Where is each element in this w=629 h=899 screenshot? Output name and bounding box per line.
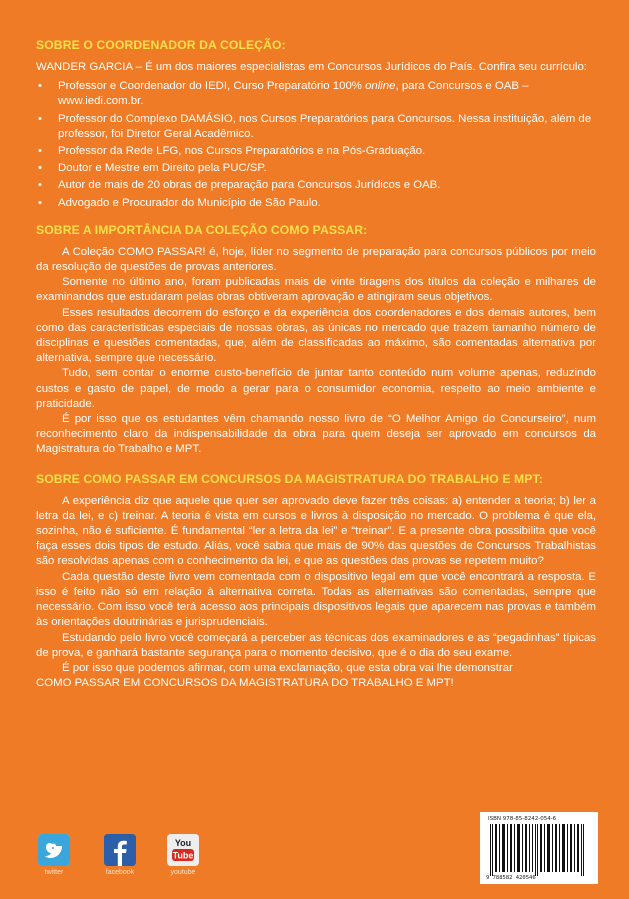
isbn-label: ISBN 978-85-8242-054-6 [488,816,557,822]
section-heading: SOBRE A IMPORTÂNCIA DA COLEÇÃO COMO PASSAR: [36,222,368,237]
isbn-number: 9 788582 420546 [486,875,536,881]
paragraph: Estudando pelo livro você começará a perceber as técnicas dos examinadores e as “pegadinhas” típicas de prova, e ganhará bastante segurança para o momento decisivo, que é o dia do seu exame. [36,631,596,659]
twitter-link[interactable] [32,834,76,876]
facebook-icon [104,834,136,866]
paragraph: Somente no último ano, foram publicadas mais de vinte tiragens dos títulos da coleção e milhares de examinandos que estudaram pelas obras obtiveram aprovação e atingiram seus objetivos. [36,276,596,304]
list-item: • Doutor e Mestre em Direito pela PUC/SP. [38,162,267,175]
section-coordinator [36,38,596,211]
list-item: • Professor da Rede LFG, nos Cursos Preparatórios e na Pós-Graduação. [38,145,426,158]
svg-text:Tube: Tube [172,850,194,861]
coordinator-intro: WANDER GARCIA – É um dos maiores especialistas em Concursos Jurídicos do País. Confira seu currículo: [36,61,587,73]
isbn-barcode [480,812,598,884]
section-heading: SOBRE COMO PASSAR EM CONCURSOS DA MAGISTRATURA DO TRABALHO E MPT: [36,471,543,486]
paragraph: É por isso que podemos afirmar, com uma exclamação, que esta obra vai lhe demonstrar [62,661,513,674]
list-item: • Professor e Coordenador do IEDI, Curso Preparatório 100% online, para Concursos e OAB – www.iedi.com.br. [38,80,529,108]
youtube-link[interactable] [161,834,205,876]
closing-line: COMO PASSAR EM CONCURSOS DA MAGISTRATURA DO TRABALHO E MPT! [36,677,454,690]
paragraph: Tudo, sem contar o enorme custo-benefício de juntar tanto conteúdo num volume apenas, reduzindo custos e gasto de papel, de modo a gerar para o consumidor economia, respeito ao meio ambiente e praticidade. [36,367,596,410]
section-heading: SOBRE O COORDENADOR DA COLEÇÃO: [36,38,286,52]
barcode-icon [480,812,598,884]
list-item: • Autor de mais de 20 obras de preparação para Concursos Jurídicos e OAB. [38,179,441,192]
coordinator-cv-list [36,79,596,211]
list-item: • Advogado e Procurador do Município de São Paulo. [38,196,321,209]
paragraph: A experiência diz que aquele que quer ser aprovado deve fazer três coisas: a) entender a teoria; b) ler a letra da lei, e c) treinar. A teoria é vista em cursos e livros à disposição no mercado. O problema é que ela, sozinha, não é suficiente. É fundamental “ler a letra da lei” e “treinar”. E a presente obra possibilita que você faça esses dois tipos de estudo. Aliás, você sabia que mais de 90% das questões de Concursos Trabalhistas são resolvidas apenas com o conhecimento da lei, e que as questões das provas se repetem muito? [36,494,596,568]
youtube-caption: youtube [170,869,196,876]
youtube-icon [167,834,199,866]
paragraph: Cada questão deste livro vem comentada com o dispositivo legal em que você encontrará a resposta. E isso é feito não só em relação à alternativa correta. Todas as alternativas são comentadas, sempre que necessário. Com isso você terá acesso aos principais dispositivos legais que aparecem nas provas e também às orientações doutrinárias e jurisprudenciais. [36,570,596,629]
section-importance [36,223,596,458]
twitter-caption: twitter [44,869,64,876]
paragraph: Esses resultados decorrem do esforço e da experiência dos coordenadores e dos demais autores, bem como das características especiais de nossas obras, as únicas no mercado que trazem tamanho número de disciplinas e questões comentadas, que, além de classificadas ao máximo, são comentadas alternativa por alternativa, sempre que necessário. [36,306,596,365]
facebook-link[interactable] [98,834,142,876]
section-how-to-pass [36,472,596,692]
facebook-caption: facebook [105,869,135,876]
list-item: • Professor do Complexo DAMÁSIO, nos Cursos Preparatórios para Concursos. Nessa instituição, além de professor, foi Diretor Geral Acadêmico. [38,112,592,140]
paragraph: A Coleção COMO PASSAR! é, hoje, líder no segmento de preparação para concursos públicos por meio da resolução de questões de provas anteriores. [36,245,596,274]
paragraph: É por isso que os estudantes vêm chamando nosso livro de “O Melhor Amigo do Concurseiro”, num reconhecimento claro da indispensabilidade da obra para quem deseja ser aprovado em concursos da Magistratura do Trabalho e MPT. [36,413,596,456]
back-cover-text [36,38,596,691]
twitter-icon [38,834,70,866]
svg-text:You: You [174,838,192,848]
